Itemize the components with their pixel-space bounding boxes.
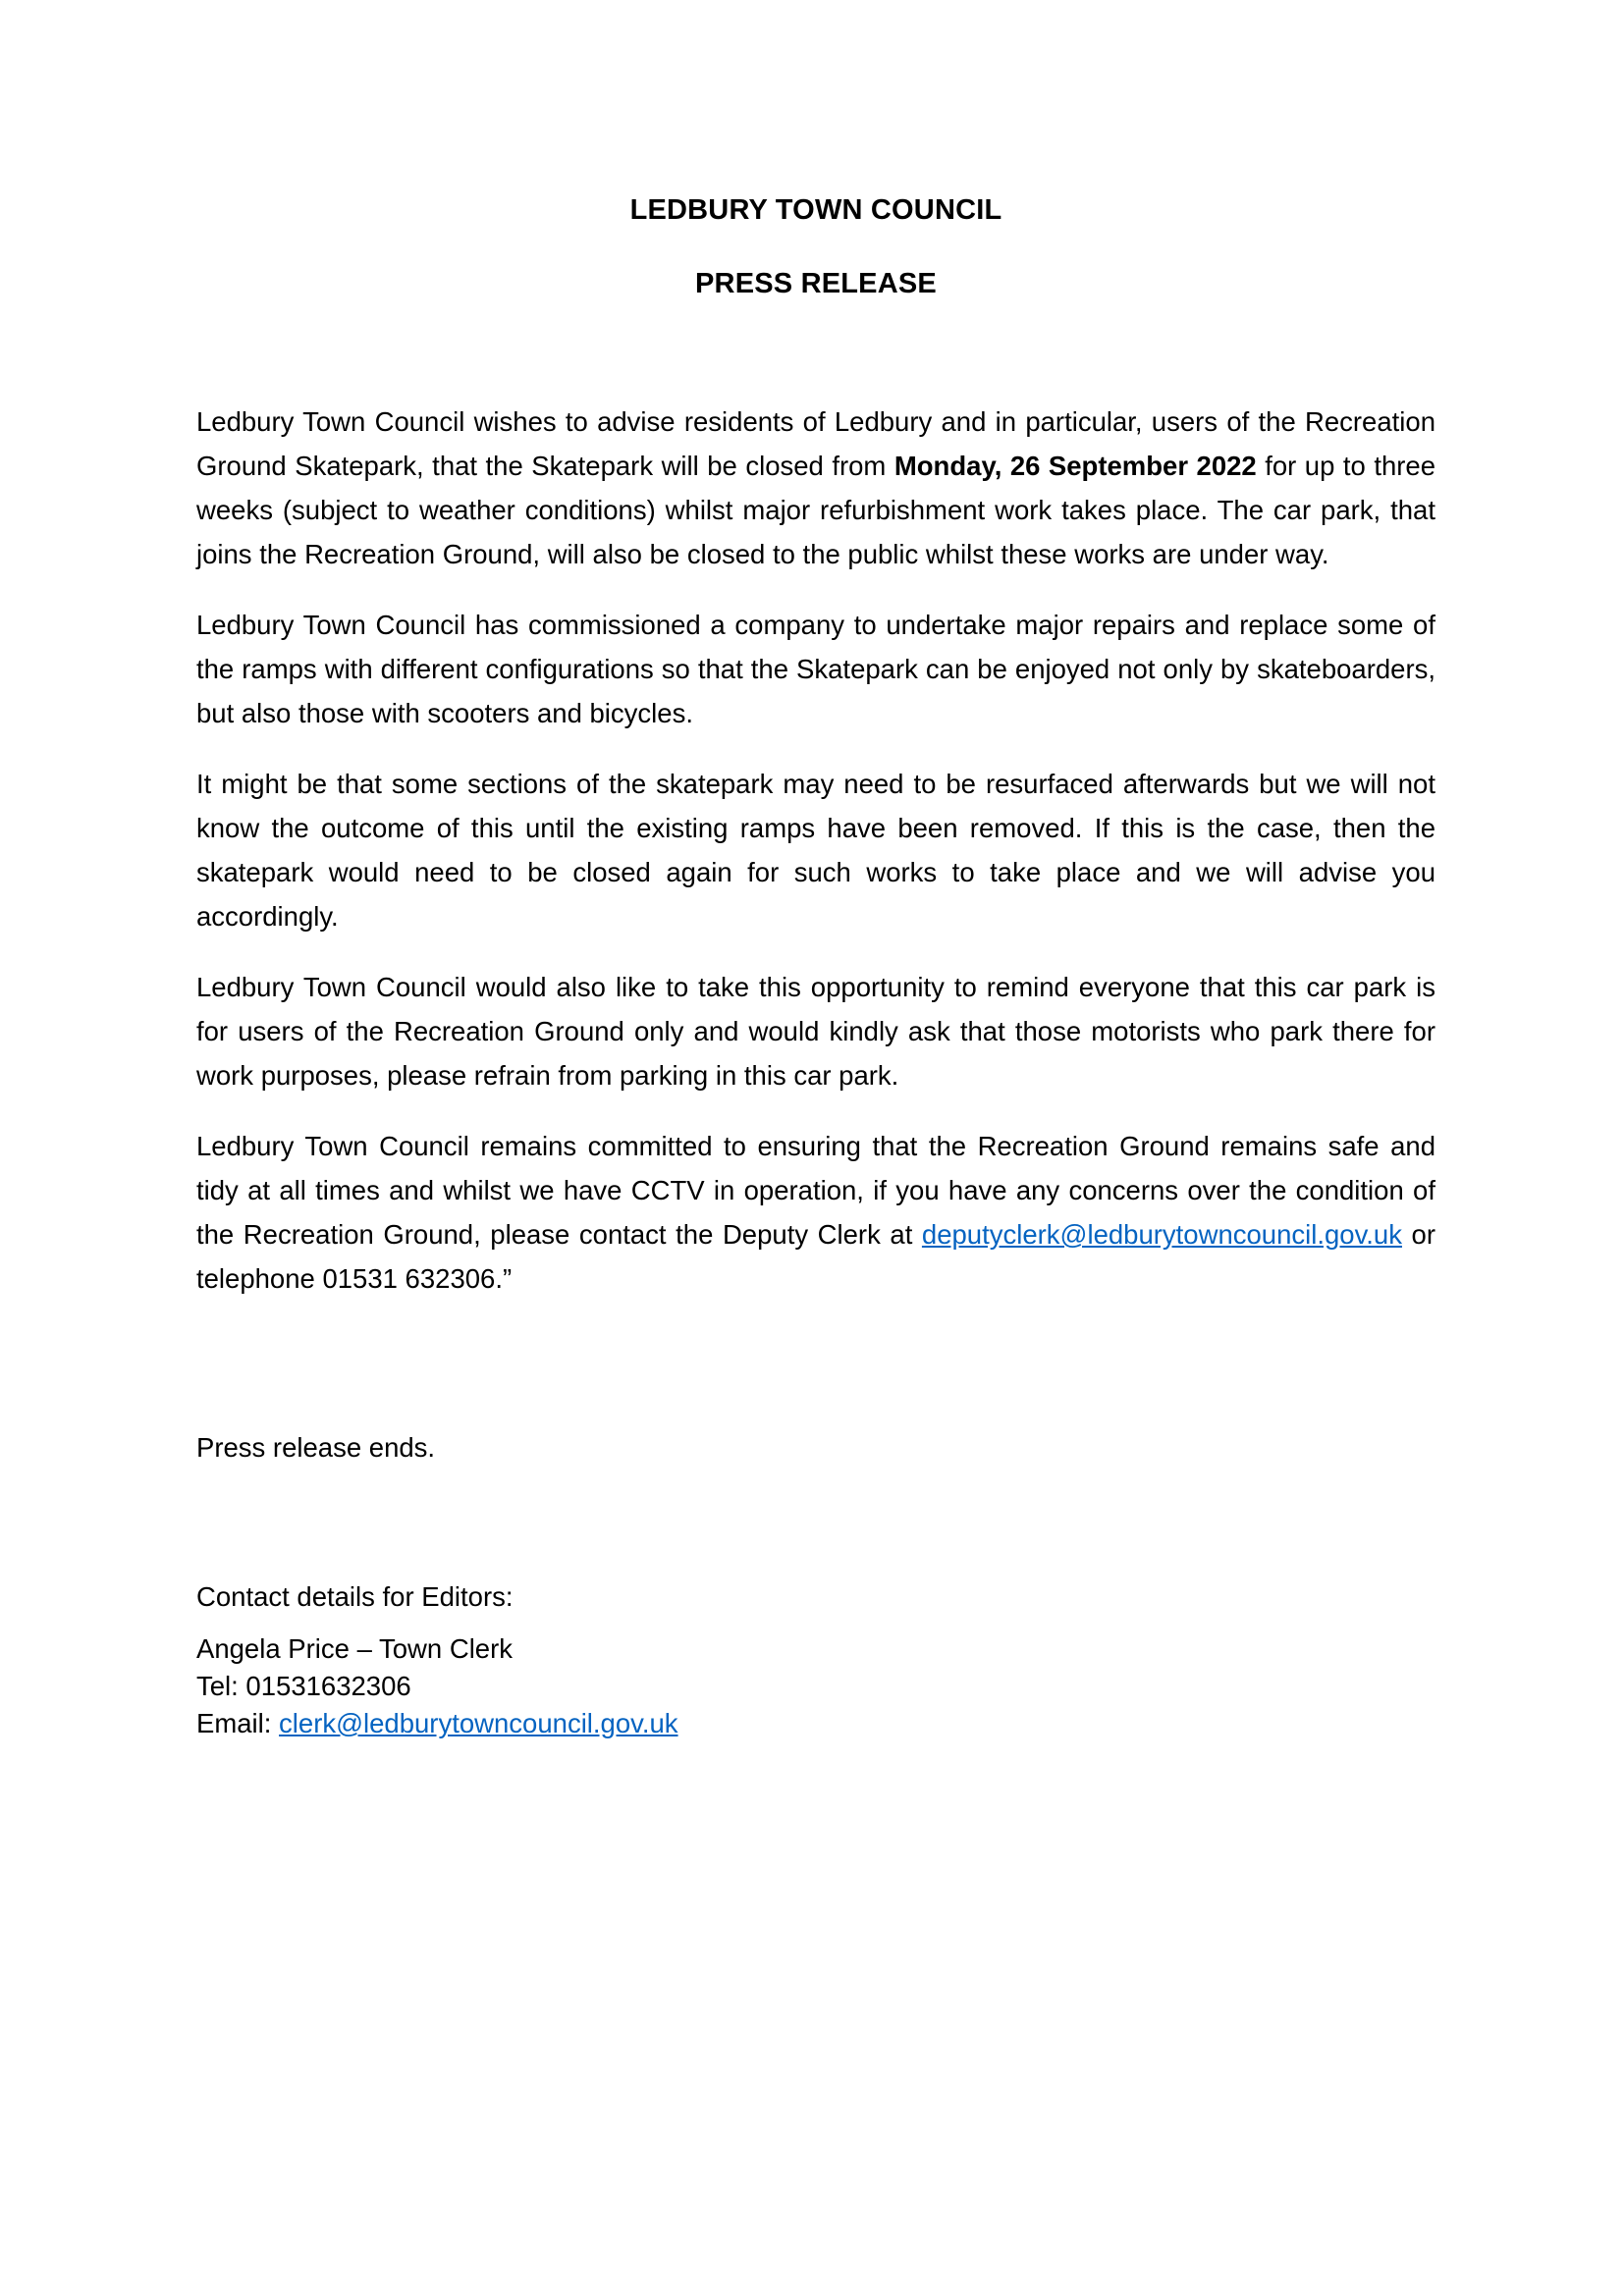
clerk-email-link[interactable]: clerk@ledburytowncouncil.gov.uk (279, 1708, 678, 1738)
spacer-before-ends (196, 1327, 1435, 1425)
contact-heading: Contact details for Editors: (196, 1581, 514, 1612)
contact-telephone: Tel: 01531632306 (196, 1671, 411, 1701)
paragraph-5-text-a: Ledbury Town Council remains committed to ensuring that the Recreation Ground remains safe and tidy at all times and whilst we have CCTV in operation, if you have any concerns over the condition of the Recreation Ground, please contact the Deputy Clerk at (196, 1131, 1435, 1250)
press-release-ends-text: Press release ends. (196, 1432, 436, 1463)
paragraph-5-text-b: or telephone 01531 632306.” (196, 1219, 1436, 1294)
page-title-press-release: PRESS RELEASE (695, 268, 937, 299)
paragraph-1-text-b: for up to three weeks (subject to weather conditions) whilst major refurbishment work takes place. The car park, that joins the Recreation Ground, will also be closed to the public whilst these works are under way. (196, 451, 1435, 569)
paragraph-contact-deputy-clerk (196, 1124, 1435, 1301)
contact-name: Angela Price – Town Clerk (196, 1633, 514, 1664)
paragraph-closure-notice (196, 400, 1435, 576)
contact-details-block (196, 1630, 1435, 1742)
deputy-clerk-email-link[interactable]: deputyclerk@ledburytowncouncil.gov.uk (921, 1219, 1402, 1250)
spacer-before-contact-details (196, 1619, 1435, 1630)
contact-email-label: Email: (196, 1708, 280, 1738)
paragraph-1-text-a: Ledbury Town Council wishes to advise residents of Ledbury and in particular, users of the Recreation Ground Skatepark, that the Skatepark will be closed from (196, 406, 1435, 481)
contact-email-row (196, 1705, 1435, 1742)
page-title-council: LEDBURY TOWN COUNCIL (629, 194, 1002, 226)
paragraph-commissioned-works: Ledbury Town Council has commissioned a company to undertake major repairs and replace some of the ramps with different configurations so that the Skatepark can be enjoyed not only by skateboarders, but also those with scooters and bicycles. (196, 610, 1435, 728)
closure-date-bold: Monday, 26 September 2022 (893, 451, 1257, 481)
paragraph-car-park-reminder: Ledbury Town Council would also like to take this opportunity to remind everyone that this car park is for users of the Recreation Ground only and would kindly ask that those motorists who park there for work purposes, please refrain from parking in this car park. (196, 972, 1435, 1091)
paragraph-resurfacing: It might be that some sections of the skatepark may need to be resurfaced afterwards but we will not know the outcome of this until the existing ramps have been removed. If this is the case, then the skatepark would need to be closed again for such works to take place and we will advise you accordingly. (196, 769, 1435, 932)
document-content (196, 0, 1435, 1742)
spacer-before-contact (196, 1469, 1435, 1575)
